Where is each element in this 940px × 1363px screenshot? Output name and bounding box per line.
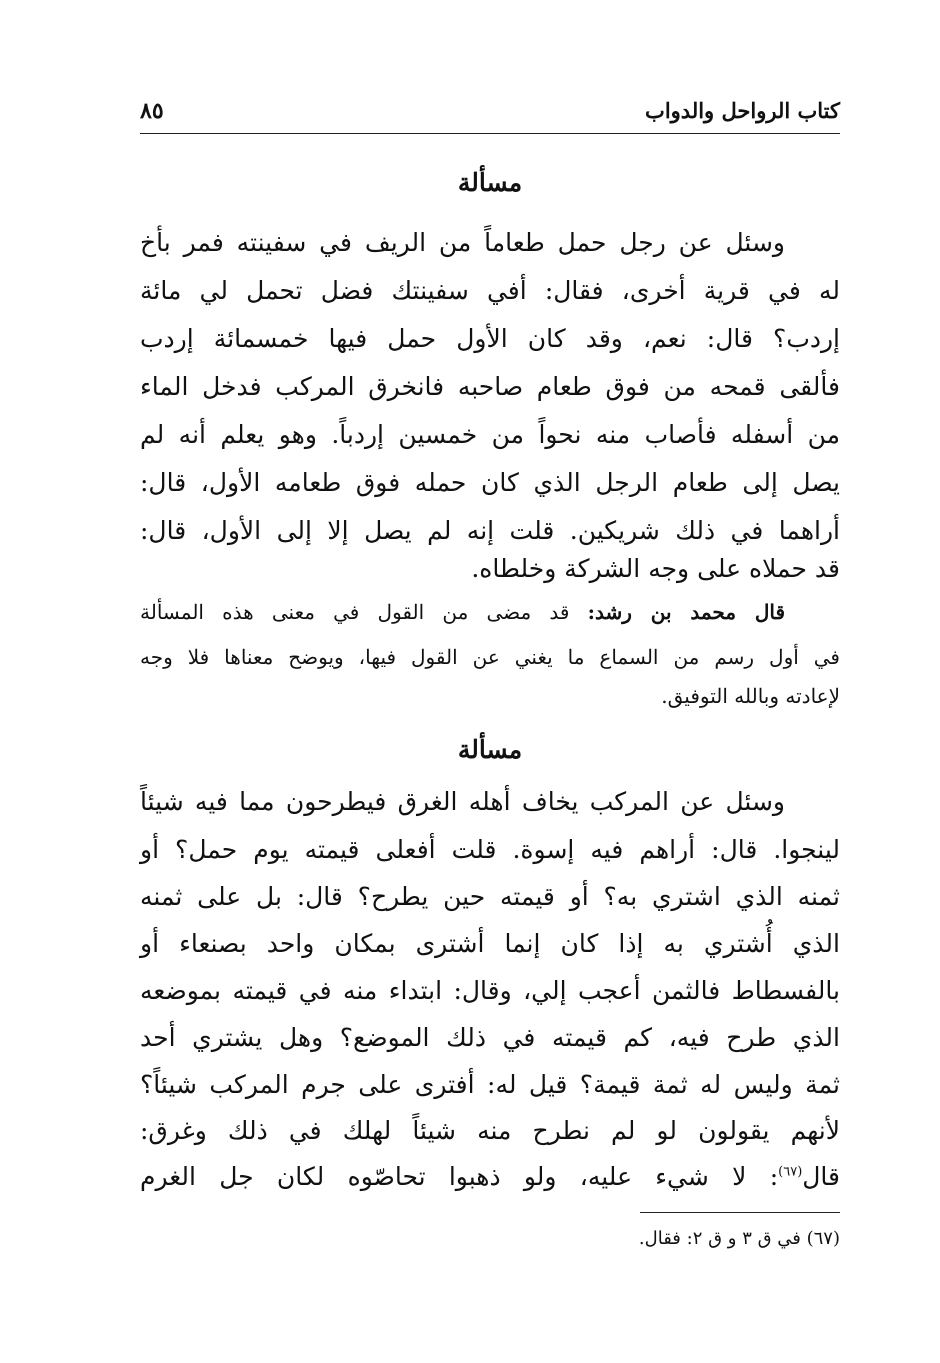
commentary-speaker: قال محمد بن رشد:: [587, 600, 786, 624]
body-line: ثمة وليس له ثمة قيمة؟ قيل له: أفترى على جرم المركب شيئاً؟: [140, 1070, 840, 1099]
body-line: قد حملاه على وجه الشركة وخلطاه.: [471, 554, 840, 583]
section-heading: مسألة: [457, 735, 523, 764]
body-line: إردب؟ قال: نعم، وقد كان الأول حمل فيها خمسمائة إردب: [140, 324, 840, 353]
page-number: ٨٥: [140, 98, 164, 124]
book-title: كتاب الرواحل والدواب: [645, 98, 840, 123]
body-line: لأنهم يقولون لو لم نطرح منه شيئاً لهلك في ذلك وغرق:: [140, 1116, 840, 1145]
footnote: (٦٧) في ق ٣ و ق ٢: فقال.: [638, 1228, 840, 1249]
body-line: لينجوا. قال: أراهم فيه إسوة. قلت أفعلى قيمته يوم حمل؟ أو: [140, 835, 840, 864]
body-line: وسئل عن المركب يخاف أهله الغرق فيطرحون مما فيه شيئاً: [140, 787, 785, 816]
body-line: أراهما في ذلك شريكين. قلت إنه لم يصل إلا إلى الأول، قال:: [140, 516, 840, 545]
body-line: ثمنه الذي اشتري به؟ أو قيمته حين يطرح؟ قال: بل على ثمنه: [140, 882, 840, 911]
footnote-divider: [640, 1212, 840, 1213]
body-line: الذي طرح فيه، كم قيمته في ذلك الموضع؟ وهل يشتري أحد: [140, 1023, 840, 1052]
body-text: قال: [802, 1162, 840, 1191]
body-line: يصل إلى طعام الرجل الذي كان حمله فوق طعامه الأول، قال:: [140, 468, 840, 497]
header-divider: [140, 133, 840, 134]
body-line: فألقى قمحه من فوق طعام صاحبه فانخرق المركب فدخل الماء: [140, 372, 840, 401]
body-line: بالفسطاط فالثمن أعجب إلي، وقال: ابتداء منه في قيمته بموضعه: [140, 976, 840, 1005]
body-text: : لا شيء عليه، ولو ذهبوا تحاصّوه لكان جل الغرم: [140, 1162, 779, 1191]
footnote-marker: (٦٧): [778, 1164, 803, 1180]
commentary-line: في أول رسم من السماع ما يغني عن القول فيها، ويوضح معناها فلا وجه: [140, 645, 840, 669]
body-line: من أسفله فأصاب منه نحواً من خمسين إردباً. وهو يعلم أنه لم: [140, 420, 840, 449]
body-line: الذي أُشتري به إذا كان إنما أشترى بمكان واحد بصنعاء أو: [140, 929, 840, 958]
commentary-text: قد مضى من القول في معنى هذه المسألة: [140, 600, 570, 624]
body-line: [140, 1162, 840, 1191]
body-line: وسئل عن رجل حمل طعاماً من الريف في سفينته فمر بأخ: [140, 228, 785, 257]
body-line: له في قرية أخرى، فقال: أفي سفينتك فضل تحمل لي مائة: [140, 276, 840, 305]
commentary-line: لإعادته وبالله التوفيق.: [661, 684, 840, 708]
commentary-line: [140, 600, 840, 624]
section-heading: مسألة: [457, 168, 523, 197]
running-header: [140, 98, 840, 132]
